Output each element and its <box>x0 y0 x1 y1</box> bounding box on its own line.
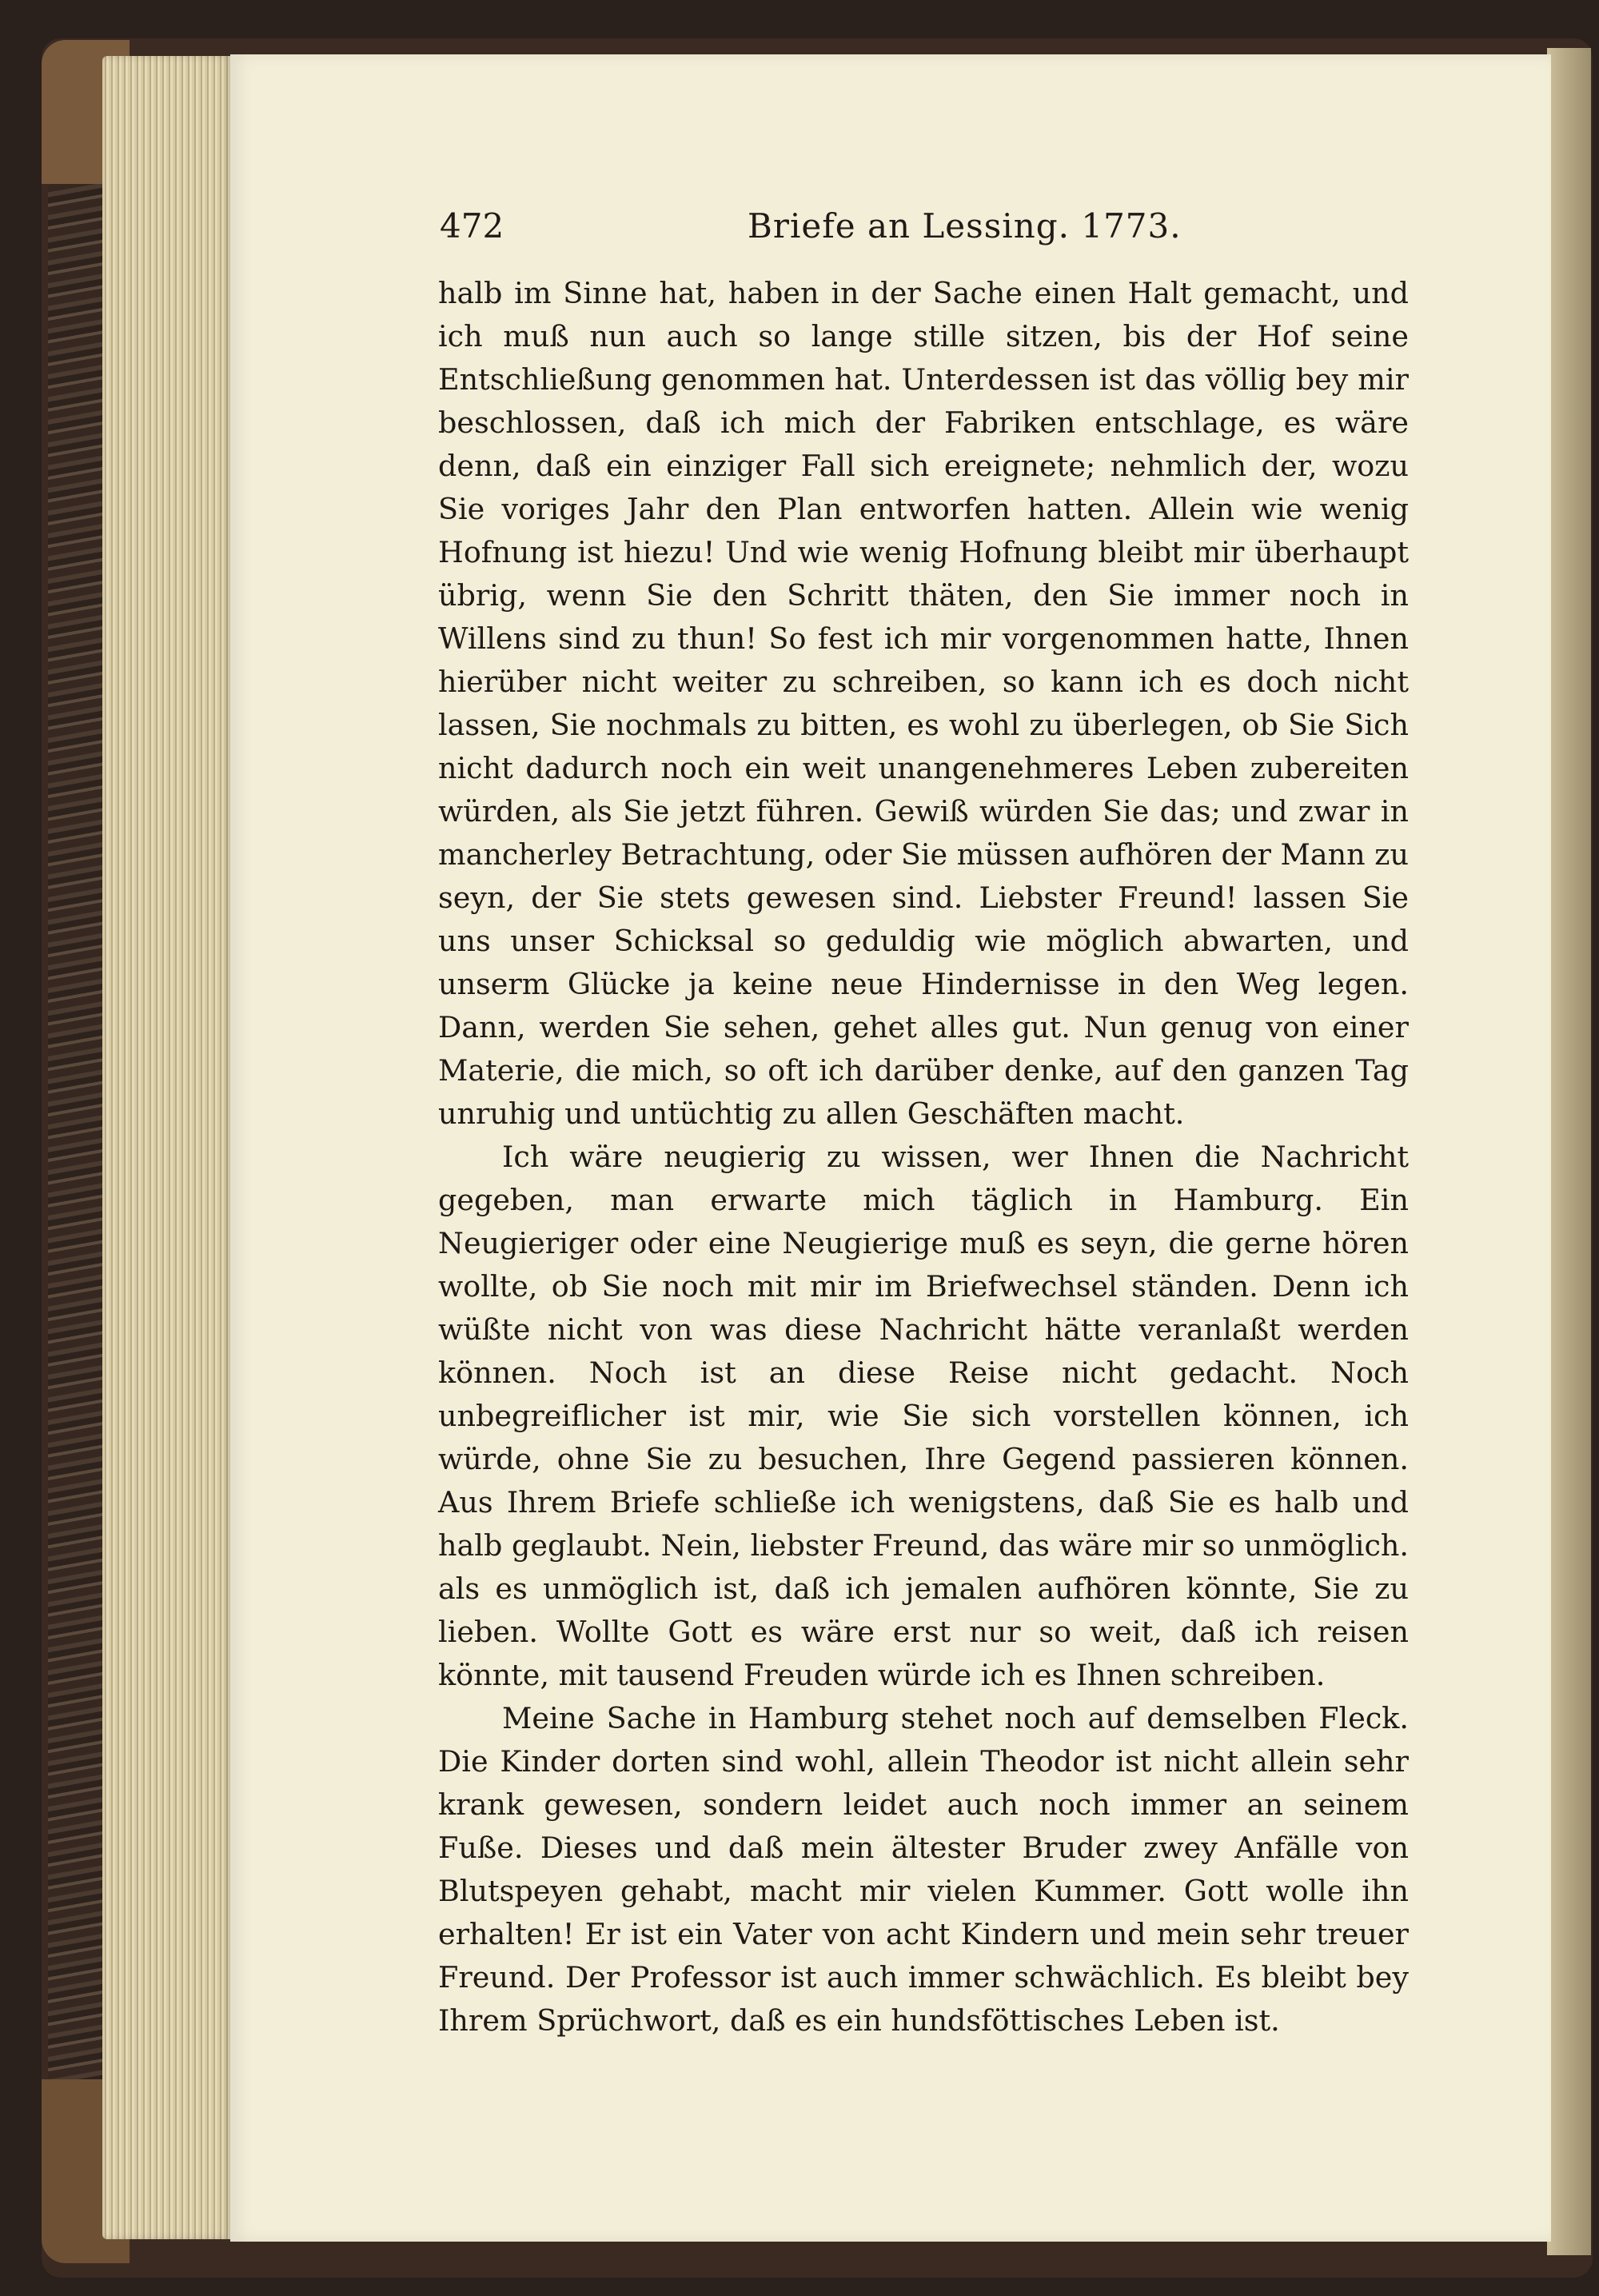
page-number: 472 <box>440 206 504 246</box>
paragraph-2: Ich wäre neugierig zu wissen, wer Ihnen die Nachricht gegeben, man erwarte mich täglich in Hamburg. Ein Neugieriger oder eine Neugierige muß es seyn, die gerne hören wollte, ob Sie noch mit mir im Briefwechsel ständen. Denn ich wüßte nicht von was diese Nachricht hätte veranlaßt werden können. Noch ist an diese Reise nicht gedacht. Noch unbegreiflicher ist mir, wie Sie sich vorstellen können, ich würde, ohne Sie zu besuchen, Ihre Gegend passieren können. Aus Ihrem Briefe schließe ich wenigstens, daß Sie es halb und halb geglaubt. Nein, liebster Freund, das wäre mir so unmöglich. als es unmöglich ist, daß ich jemalen aufhören könnte, Sie zu lieben. Wollte Gott es wäre erst nur so weit, daß ich reisen könnte, mit tausend Freuden würde ich es Ihnen schreiben. <box>438 1140 1409 1692</box>
facing-page-edge <box>1547 48 1591 2255</box>
page-header <box>440 206 1551 254</box>
running-title: Briefe an Lessing. 1773. <box>748 206 1182 246</box>
paragraph-3: Meine Sache in Hamburg stehet noch auf demselben Fleck. Die Kinder dorten sind wohl, allein Theodor ist nicht allein sehr krank gewesen, sondern leidet auch noch immer an seinem Fuße. Dieses und daß mein ältester Bruder zwey Anfälle von Blutspeyen gehabt, macht mir vielen Kummer. Gott wolle ihn erhalten! Er ist ein Vater von acht Kindern und mein sehr treuer Freund. Der Professor ist auch immer schwächlich. Es bleibt bey Ihrem Sprüchwort, daß es ein hundsföttisches Leben ist. <box>438 1701 1409 2038</box>
page-block-edges <box>102 56 232 2239</box>
body-text <box>438 272 1409 2042</box>
paragraph-1: halb im Sinne hat, haben in der Sache einen Halt gemacht, und ich muß nun auch so lange stille sitzen, bis der Hof seine Entschließung genommen hat. Unterdessen ist das völlig bey mir beschlossen, daß ich mich der Fabriken entschlage, es wäre denn, daß ein einziger Fall sich ereignete; nehmlich der, wozu Sie voriges Jahr den Plan entworfen hatten. Allein wie wenig Hofnung ist hiezu! Und wie wenig Hofnung bleibt mir überhaupt übrig, wenn Sie den Schritt thäten, den Sie immer noch in Willens sind zu thun! So fest ich mir vorgenommen hatte, Ihnen hierüber nicht weiter zu schreiben, so kann ich es doch nicht lassen, Sie nochmals zu bitten, es wohl zu überlegen, ob Sie Sich nicht dadurch noch ein weit unangenehmeres Leben zubereiten würden, als Sie jetzt führen. Gewiß würden Sie das; und zwar in mancherley Betrachtung, oder Sie müssen aufhören der Mann zu seyn, der Sie stets gewesen sind. Liebster Freund! lassen Sie uns unser Schicksal so geduldig wie möglich abwarten, und unserm Glücke ja keine neue Hindernisse in den Weg legen. Dann, werden Sie sehen, gehet alles gut. Nun genug von einer Materie, die mich, so oft ich darüber denke, auf den ganzen Tag unruhig und untüchtig zu allen Geschäften macht. <box>438 276 1409 1131</box>
